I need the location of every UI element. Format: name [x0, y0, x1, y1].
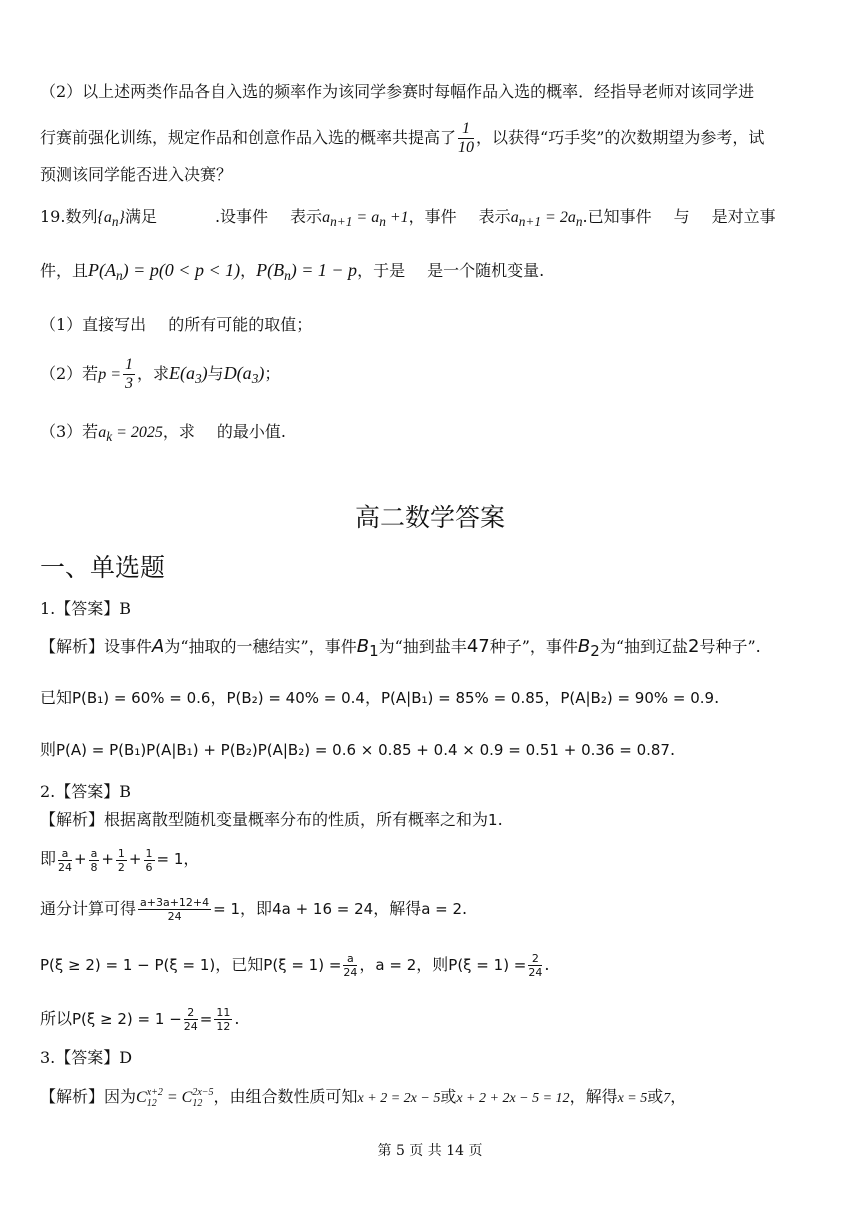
q18-part2-line2: 行赛前强化训练，规定作品和创意作品入选的概率共提高了 $\frac{1}{10}$ ，以获得“巧手奖”的次数期望为参考，试	[40, 120, 765, 156]
answer-1-line2: 已知P(B₁) = 60% = 0.6，P(B₂) = 40% = 0.4，P(A|B₁) = 85% = 0.85，P(A|B₂) = 90% = 0.9.	[40, 688, 720, 707]
q19-part1: （1）直接写出 的所有可能的取值；	[40, 315, 313, 334]
answer-3-heading: 3.【答案】D	[40, 1048, 133, 1067]
answer-1-line1: 【解析】设事件A为“抽取的一穗结实”，事件$B_1$为“抽到盐丰47种子”，事件$B_2$为“抽到辽盐2号种子”.	[40, 636, 761, 661]
answer-2-line3: 通分计算可得 $\frac{a+3a+12+4}{24}$ = 1，即4a + 16 = 24，解得a = 2.	[40, 896, 468, 923]
page-footer: 第 5 页 共 14 页	[377, 1143, 483, 1159]
answer-1-line3: 则P(A) = P(B₁)P(A|B₁) + P(B₂)P(A|B₂) = 0.6 × 0.85 + 0.4 × 0.9 = 0.51 + 0.36 = 0.87.	[40, 740, 676, 759]
answer-3-line1: 【解析】因为C x+2 12 = C 2x−5 12 ，由组合数性质可知x + 2 = 2x − 5或x + 2 + 2x − 5 = 12，解得x = 5或7，	[40, 1086, 687, 1109]
answer-2-line2: 即 $\frac{a}{24}$ + $\frac{a}{8}$ + $\frac{1}{2}$ + $\frac{1}{6}$ = 1，	[40, 846, 200, 874]
q19-line1: 19.数列$\{a_n\}$满足 .设事件 表示$a_{n+1} = a_n +1$，事件 表示$a_{n+1} = 2a_n$.已知事件 与 是对立事	[40, 207, 776, 230]
q19-line2: 件，且$P(A_n) = p(0 < p < 1)$，$P(B_n) = 1 - p$，于是 是一个随机变量.	[40, 260, 545, 284]
q18-part2-line1: （2）以上述两类作品各自入选的频率作为该同学参赛时每幅作品入选的概率．经指导老师对该同学进	[40, 82, 755, 101]
answer-2-line5: 所以P(ξ ≥ 2) = 1 − $\frac{2}{24}$ = $\frac{11}{12}$ .	[40, 1006, 240, 1033]
answer-2-line4: P(ξ ≥ 2) = 1 − P(ξ = 1)，已知P(ξ = 1) = $\frac{a}{24}$ ，a = 2，则P(ξ = 1) = $\frac{2}{24}$ .	[40, 952, 550, 979]
q19-part3: （3）若$a_k = 2025$，求 的最小值.	[40, 422, 287, 445]
q19-part2: （2）若p = $\frac{1}{3}$ ，求$E(a_3)$与$D(a_3)$；	[40, 356, 281, 392]
answer-2-line1: 【解析】根据离散型随机变量概率分布的性质，所有概率之和为1.	[40, 810, 503, 829]
answers-title: 高二数学答案	[354, 503, 505, 532]
q18-part2-line3: 预测该同学能否进入决赛？	[40, 165, 233, 184]
fraction-one-tenth: $\frac{1}{10}$	[458, 120, 475, 156]
answer-2-heading: 2.【答案】B	[40, 782, 132, 801]
section-heading-single-choice: 一、单选题	[40, 553, 166, 582]
answer-1-heading: 1.【答案】B	[40, 599, 132, 618]
